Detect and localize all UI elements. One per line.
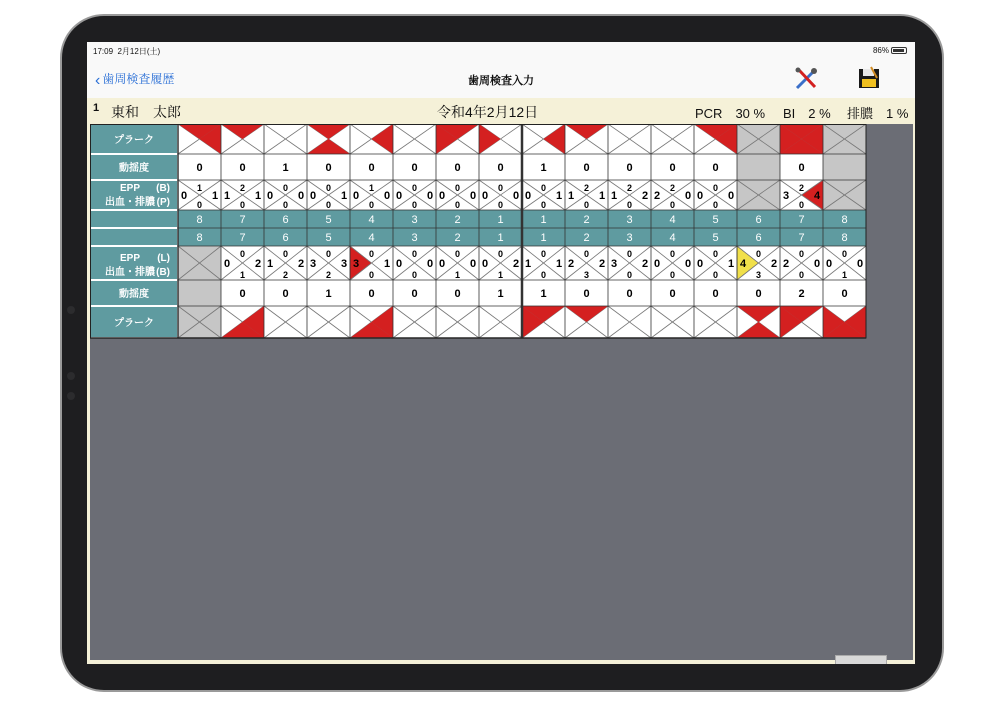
tooth-number: 7 — [798, 214, 805, 226]
tooth-number: 7 — [239, 214, 246, 226]
epp-value-bottom: 0 — [411, 200, 418, 210]
mobility-value: 2 — [798, 288, 805, 300]
side-button — [67, 306, 75, 314]
epp-value-right: 2 — [254, 258, 262, 270]
epp-value-left: 3 — [352, 258, 360, 270]
epp-value-left: 1 — [266, 258, 274, 270]
epp-value-left: 3 — [782, 190, 790, 202]
lower-bleed-label: 出血・排膿 — [105, 267, 155, 278]
tooth-number: 8 — [841, 214, 848, 226]
epp-value-left: 1 — [610, 190, 618, 202]
nav-bar — [87, 58, 915, 98]
epp-value-top: 0 — [540, 249, 547, 259]
upper-epp-tag-p: (P) — [156, 197, 170, 208]
status-bar — [87, 42, 915, 58]
tooth-number: 2 — [583, 214, 590, 226]
mobility-value: 0 — [196, 162, 203, 174]
mobility-value: 1 — [497, 288, 504, 300]
epp-value-top: 2 — [239, 183, 246, 193]
bi-value: BI 2 % — [783, 106, 831, 121]
tooth-number: 5 — [712, 232, 719, 244]
epp-value-top: 2 — [669, 183, 676, 193]
epp-value-right: 2 — [770, 258, 778, 270]
epp-value-bottom: 3 — [755, 270, 762, 280]
epp-value-right: 0 — [684, 258, 692, 270]
epp-value-right: 1 — [340, 190, 348, 202]
mobility-value: 1 — [540, 162, 547, 174]
exam-date: 令和4年2月12日 — [437, 104, 539, 120]
epp-value-bottom: 0 — [669, 200, 676, 210]
upper-mobility-label: 動揺度 — [119, 163, 149, 174]
tooth-number: 3 — [411, 232, 418, 244]
epp-value-right: 1 — [254, 190, 262, 202]
pcr-value: PCR 30 % — [695, 106, 766, 121]
epp-value-right: 0 — [813, 258, 821, 270]
epp-value-left: 0 — [524, 190, 532, 202]
mobility-value: 0 — [239, 162, 246, 174]
tooth-number: 5 — [712, 214, 719, 226]
mobility-value: 0 — [669, 288, 676, 300]
epp-value-top: 2 — [798, 183, 805, 193]
chart-cell — [823, 154, 866, 180]
tooth-number: 2 — [454, 232, 461, 244]
epp-value-left: 0 — [223, 258, 231, 270]
epp-value-top: 1 — [196, 183, 203, 193]
mobility-value: 0 — [712, 162, 719, 174]
status-time — [93, 46, 160, 57]
epp-value-bottom: 0 — [798, 270, 805, 280]
mobility-value: 0 — [368, 288, 375, 300]
epp-value-left: 0 — [825, 258, 833, 270]
time-text: 17:09 — [93, 47, 114, 56]
mobility-value: 0 — [239, 288, 246, 300]
epp-value-bottom: 1 — [497, 270, 504, 280]
upper-epp-label: EPP — [119, 183, 141, 194]
tooth-number: 7 — [239, 232, 246, 244]
epp-value-right: 3 — [340, 258, 348, 270]
epp-value-bottom: 0 — [497, 200, 504, 210]
epp-value-bottom: 0 — [368, 270, 375, 280]
tooth-number: 3 — [626, 214, 633, 226]
epp-value-left: 2 — [567, 258, 575, 270]
epp-value-top: 0 — [282, 249, 289, 259]
epp-value-left: 1 — [524, 258, 532, 270]
epp-value-top: 2 — [626, 183, 633, 193]
tooth-number: 4 — [669, 232, 676, 244]
epp-value-bottom: 0 — [454, 200, 461, 210]
epp-value-right: 0 — [512, 190, 520, 202]
epp-value-top: 0 — [454, 183, 461, 193]
tooth-number: 6 — [755, 214, 762, 226]
epp-value-top: 0 — [325, 183, 332, 193]
lower-plaque-label: プラーク — [114, 318, 154, 329]
epp-value-top: 0 — [669, 249, 676, 259]
battery-icon — [891, 47, 907, 54]
epp-value-top: 0 — [411, 183, 418, 193]
mobility-value: 0 — [368, 162, 375, 174]
epp-value-top: 0 — [712, 249, 719, 259]
epp-value-bottom: 0 — [540, 270, 547, 280]
epp-value-right: 0 — [426, 190, 434, 202]
upper-bleed-label: 出血・排膿 — [105, 197, 155, 208]
epp-value-left: 2 — [782, 258, 790, 270]
tooth-number: 1 — [540, 232, 547, 244]
epp-value-right: 2 — [641, 190, 649, 202]
epp-value-left: 0 — [696, 190, 704, 202]
patient-name: 東和 太郎 — [111, 104, 181, 120]
epp-value-top: 0 — [540, 183, 547, 193]
epp-value-left: 0 — [309, 190, 317, 202]
lower-epp-tag-l: (L) — [157, 253, 170, 264]
tooth-number: 2 — [583, 232, 590, 244]
epp-value-left: 0 — [395, 190, 403, 202]
tooth-number: 6 — [755, 232, 762, 244]
lower-epp-label: EPP — [119, 253, 141, 264]
epp-value-left: 3 — [309, 258, 317, 270]
epp-value-bottom: 0 — [282, 200, 289, 210]
epp-value-left: 0 — [696, 258, 704, 270]
tooth-number: 3 — [411, 214, 418, 226]
patient-number: 1 — [93, 102, 100, 114]
tooth-number: 4 — [368, 214, 375, 226]
tooth-number: 5 — [325, 232, 332, 244]
epp-value-right: 0 — [297, 190, 305, 202]
mobility-value: 0 — [282, 288, 289, 300]
tooth-number: 8 — [196, 232, 203, 244]
epp-value-bottom: 0 — [368, 200, 375, 210]
epp-value-right: 0 — [469, 190, 477, 202]
mobility-value: 0 — [755, 288, 762, 300]
side-button — [67, 372, 75, 380]
epp-value-right: 2 — [297, 258, 305, 270]
epp-value-bottom: 0 — [626, 200, 633, 210]
tooth-number: 5 — [325, 214, 332, 226]
epp-value-right: 2 — [641, 258, 649, 270]
epp-value-bottom: 0 — [196, 200, 203, 210]
epp-value-bottom: 3 — [583, 270, 590, 280]
epp-value-left: 0 — [352, 190, 360, 202]
epp-value-bottom: 2 — [282, 270, 289, 280]
epp-value-bottom: 0 — [798, 200, 805, 210]
chart-cell — [737, 154, 780, 180]
chevron-left-icon: ‹ — [95, 72, 101, 89]
pus-value: 排膿 1 % — [847, 106, 909, 121]
epp-value-bottom: 0 — [712, 200, 719, 210]
epp-value-right: 1 — [598, 190, 606, 202]
epp-value-top: 0 — [454, 249, 461, 259]
mobility-value: 0 — [841, 288, 848, 300]
epp-value-right: 0 — [727, 190, 735, 202]
epp-value-top: 1 — [368, 183, 375, 193]
epp-value-left: 2 — [653, 190, 661, 202]
epp-value-right: 1 — [555, 190, 563, 202]
mobility-value: 0 — [626, 288, 633, 300]
epp-value-bottom: 0 — [669, 270, 676, 280]
lower-mobility-label: 動揺度 — [119, 289, 149, 300]
mobility-value: 0 — [583, 288, 590, 300]
mobility-value: 1 — [282, 162, 289, 174]
epp-value-bottom: 0 — [239, 200, 246, 210]
epp-value-top: 0 — [411, 249, 418, 259]
epp-value-bottom: 0 — [411, 270, 418, 280]
tooth-number: 6 — [282, 214, 289, 226]
epp-value-right: 0 — [684, 190, 692, 202]
epp-value-right: 2 — [512, 258, 520, 270]
mobility-value: 0 — [712, 288, 719, 300]
epp-value-left: 0 — [395, 258, 403, 270]
epp-value-top: 0 — [239, 249, 246, 259]
tooth-number: 6 — [282, 232, 289, 244]
epp-value-top: 0 — [325, 249, 332, 259]
epp-value-top: 0 — [798, 249, 805, 259]
mobility-value: 0 — [497, 162, 504, 174]
mobility-value: 0 — [411, 162, 418, 174]
epp-value-top: 2 — [583, 183, 590, 193]
mobility-value: 0 — [583, 162, 590, 174]
app-screen — [87, 42, 915, 664]
mobility-value: 1 — [540, 288, 547, 300]
epp-value-bottom: 2 — [325, 270, 332, 280]
tooth-number: 1 — [497, 214, 504, 226]
epp-value-top: 0 — [755, 249, 762, 259]
epp-value-top: 0 — [841, 249, 848, 259]
periodontal-chart-grid — [90, 124, 870, 346]
epp-value-left: 0 — [438, 258, 446, 270]
epp-value-top: 0 — [497, 249, 504, 259]
epp-value-right: 0 — [469, 258, 477, 270]
lower-epp-tag-b: (B) — [156, 267, 170, 278]
epp-value-right: 2 — [598, 258, 606, 270]
epp-value-right: 0 — [856, 258, 864, 270]
epp-value-bottom: 0 — [583, 200, 590, 210]
epp-value-bottom: 1 — [454, 270, 461, 280]
side-button — [67, 392, 75, 400]
chart-work-area — [90, 124, 913, 660]
epp-value-left: 0 — [481, 190, 489, 202]
mobility-value: 1 — [325, 288, 332, 300]
epp-value-top: 0 — [626, 249, 633, 259]
mobility-value: 0 — [411, 288, 418, 300]
epp-value-left: 0 — [481, 258, 489, 270]
upper-plaque-label: プラーク — [114, 135, 154, 146]
tooth-number: 4 — [368, 232, 375, 244]
mobility-value: 0 — [454, 288, 461, 300]
epp-value-bottom: 1 — [239, 270, 246, 280]
page-title: 歯周検査入力 — [468, 75, 534, 87]
tooth-number: 1 — [540, 214, 547, 226]
date-text: 2月12日(土) — [117, 47, 161, 56]
tooth-number: 4 — [669, 214, 676, 226]
tooth-number: 3 — [626, 232, 633, 244]
epp-value-left: 0 — [653, 258, 661, 270]
epp-value-left: 0 — [266, 190, 274, 202]
mobility-value: 0 — [454, 162, 461, 174]
epp-value-left: 1 — [567, 190, 575, 202]
mobility-value: 0 — [669, 162, 676, 174]
epp-value-bottom: 0 — [540, 200, 547, 210]
mobility-value: 0 — [626, 162, 633, 174]
epp-value-top: 0 — [282, 183, 289, 193]
upper-epp-tag-b: (B) — [156, 183, 170, 194]
epp-value-right: 1 — [211, 190, 219, 202]
epp-value-left: 0 — [438, 190, 446, 202]
epp-value-bottom: 0 — [712, 270, 719, 280]
tooth-number: 8 — [841, 232, 848, 244]
epp-value-left: 4 — [739, 258, 747, 270]
back-label: 歯周検査履歴 — [102, 72, 175, 86]
epp-value-top: 0 — [712, 183, 719, 193]
epp-value-top: 0 — [497, 183, 504, 193]
patient-info-bar — [87, 98, 915, 122]
save-disk-icon[interactable] — [857, 66, 881, 90]
epp-value-left: 0 — [180, 190, 188, 202]
epp-value-bottom: 1 — [841, 270, 848, 280]
epp-value-right: 0 — [426, 258, 434, 270]
epp-value-bottom: 0 — [626, 270, 633, 280]
epp-value-right: 0 — [383, 190, 391, 202]
tooth-number: 2 — [454, 214, 461, 226]
epp-value-top: 0 — [368, 249, 375, 259]
dental-tools-icon[interactable] — [793, 66, 819, 92]
epp-value-right: 4 — [813, 190, 821, 202]
epp-value-bottom: 0 — [325, 200, 332, 210]
epp-value-right: 1 — [555, 258, 563, 270]
epp-value-left: 1 — [223, 190, 231, 202]
tooth-number: 8 — [196, 214, 203, 226]
mobility-value: 0 — [325, 162, 332, 174]
bottom-toolbar-button[interactable] — [835, 655, 887, 664]
chart-cell — [178, 280, 221, 306]
mobility-value: 0 — [798, 162, 805, 174]
tooth-number: 7 — [798, 232, 805, 244]
epp-value-top: 0 — [583, 249, 590, 259]
epp-value-right: 1 — [383, 258, 391, 270]
battery-status — [873, 46, 907, 55]
tooth-number: 1 — [497, 232, 504, 244]
epp-value-left: 3 — [610, 258, 618, 270]
epp-value-right: 1 — [727, 258, 735, 270]
battery-text: 86% — [872, 46, 889, 55]
